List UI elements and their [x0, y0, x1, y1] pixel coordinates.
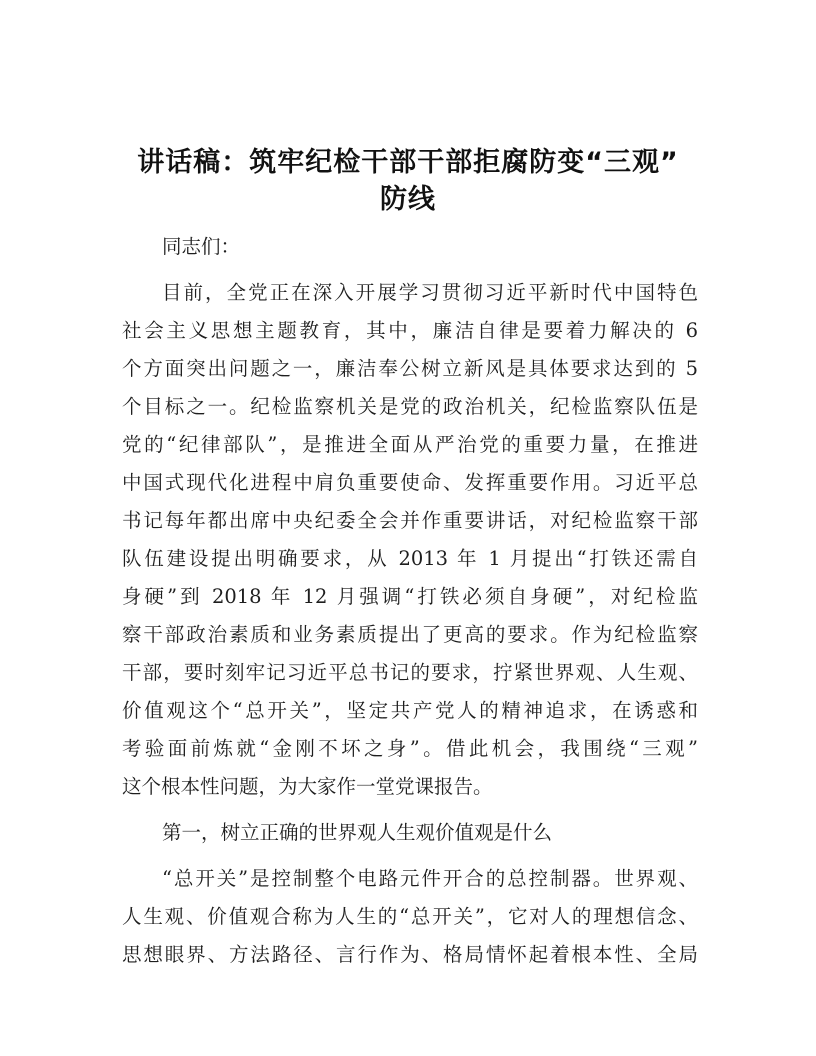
paragraph-line: 社会主义思想主题教育，其中，廉洁自律是要着力解决的 6 — [122, 319, 698, 342]
paragraph-line: 目前，全党正在深入开展学习贯彻习近平新时代中国特色 — [162, 281, 698, 304]
paragraph-line: 个目标之一。纪检监察机关是党的政治机关，纪检监察队伍是 — [122, 395, 698, 418]
paragraph-line: 思想眼界、方法路径、言行作为、格局情怀起着根本性、全局 — [122, 943, 698, 966]
paragraph-line: 这个根本性问题，为大家作一堂党课报告。 — [122, 775, 493, 798]
paragraph-line: 中国式现代化进程中肩负重要使命、发挥重要作用。习近平总 — [122, 471, 698, 494]
paragraph-line: 党的“纪律部队”，是推进全面从严治党的重要力量，在推进 — [122, 433, 698, 456]
document-title-line-2: 防线 — [380, 184, 436, 215]
paragraph-line: 队伍建设提出明确要求，从 2013 年 1 月提出“打铁还需自 — [122, 547, 698, 570]
paragraph-line: 人生观、价值观合称为人生的“总开关”，它对人的理想信念、 — [122, 905, 698, 928]
paragraph-line: 考验面前炼就“金刚不坏之身”。借此机会，我围绕“三观” — [122, 737, 698, 760]
paragraph-line: 书记每年都出席中央纪委全会并作重要讲话，对纪检监察干部 — [122, 509, 698, 532]
section-heading: 第一，树立正确的世界观人生观价值观是什么 — [162, 821, 553, 844]
paragraph-line: 身硬”到 2018 年 12 月强调“打铁必须自身硬”，对纪检监 — [122, 585, 698, 608]
paragraph-line: 价值观这个“总开关”，坚定共产党人的精神追求，在诱惑和 — [122, 699, 698, 722]
paragraph-line: 察干部政治素质和业务素质提出了更高的要求。作为纪检监察 — [122, 623, 698, 646]
paragraph-line: 个方面突出问题之一，廉洁奉公树立新风是具体要求达到的 5 — [122, 357, 698, 380]
document-title-line-1: 讲话稿：筑牢纪检干部干部拒腐防变“三观” — [137, 147, 679, 178]
paragraph-line: “总开关”是控制整个电路元件开合的总控制器。世界观、 — [162, 867, 698, 890]
paragraph-line: 干部，要时刻牢记习近平总书记的要求，拧紧世界观、人生观、 — [122, 661, 698, 684]
salutation: 同志们： — [162, 235, 241, 258]
